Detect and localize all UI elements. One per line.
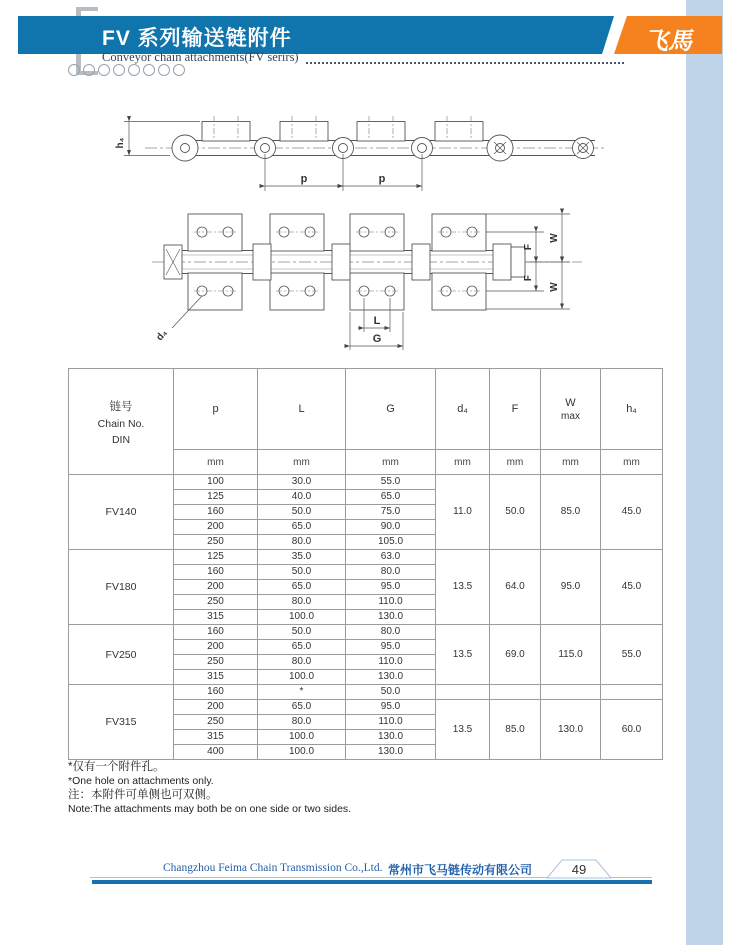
cell-l: 80.0 [258,655,346,670]
cell-l: 80.0 [258,535,346,550]
notes-block [68,760,351,816]
cell-g: 110.0 [346,715,436,730]
cell-g: 50.0 [346,685,436,700]
dim-label-f-upper: F [523,243,534,251]
company-name-cn: 常州市飞马链传动有限公司 [388,863,533,877]
cell-l: 35.0 [258,550,346,565]
note-cn-2: 注：本附件可单侧也可双侧。 [68,789,218,801]
dotted-leader [306,52,624,64]
note-en-2: Note:The attachments may both be on one side or two sides. [68,803,352,815]
cell-g: 63.0 [346,550,436,565]
cell-l: 40.0 [258,490,346,505]
cell-l: 65.0 [258,580,346,595]
cell-g: 130.0 [346,745,436,760]
cell-p: 250 [174,715,258,730]
cell-g: 75.0 [346,505,436,520]
circle-icon [158,64,170,76]
dim-label-w-upper: W [549,233,560,243]
cell-l: 50.0 [258,625,346,640]
header-l: L [258,369,346,450]
cell-l: 100.0 [258,730,346,745]
cell-l: 65.0 [258,520,346,535]
chain-side-view-drawing [110,88,610,200]
cell-l: 80.0 [258,715,346,730]
dim-label-f-lower: F [523,274,534,282]
cell-p: 125 [174,550,258,565]
circle-icon [98,64,110,76]
cell-g: 110.0 [346,595,436,610]
header-p: p [174,369,258,450]
cell-w-empty [541,685,601,700]
dim-label-g: G [372,333,382,345]
cell-l: 80.0 [258,595,346,610]
cell-f: 64.0 [490,550,541,625]
unit-cell: mm [258,450,346,475]
cell-g: 105.0 [346,535,436,550]
cell-p: 400 [174,745,258,760]
cell-chain-no: FV140 [69,475,174,550]
cell-h4: 45.0 [601,475,663,550]
cell-p: 160 [174,625,258,640]
cell-p: 160 [174,685,258,700]
cell-w: 115.0 [541,625,601,685]
circle-icon [173,64,185,76]
page-number: 49 [571,862,587,877]
cell-d4: 13.5 [436,550,490,625]
cell-l: 50.0 [258,505,346,520]
unit-cell: mm [346,450,436,475]
page-number-tab [546,859,612,879]
cell-h4: 55.0 [601,625,663,685]
cell-l: 100.0 [258,670,346,685]
dim-label-l: L [373,315,381,327]
cell-g: 95.0 [346,580,436,595]
header-f: F [490,369,541,450]
side-accent-strip [686,0,723,945]
page-subtitle: Conveyor chain attachments(FV serirs) [102,50,299,64]
cell-p: 315 [174,730,258,745]
table-header-row [69,369,663,450]
spec-table-body [69,475,663,760]
unit-cell: mm [174,450,258,475]
cell-g: 130.0 [346,610,436,625]
cell-chain-no: FV315 [69,685,174,760]
circle-icon [143,64,155,76]
header-d4: d₄ [436,369,490,450]
cell-g: 130.0 [346,670,436,685]
cell-g: 110.0 [346,655,436,670]
dim-label-p1: p [300,173,308,185]
chain-top-view-drawing [150,200,590,350]
unit-cell: mm [541,450,601,475]
circle-decoration-row [68,64,185,76]
cell-p: 250 [174,535,258,550]
circle-icon [113,64,125,76]
cell-d4-empty [436,685,490,700]
cell-p: 315 [174,670,258,685]
cell-l: 65.0 [258,700,346,715]
note-cn-1: *仅有一个附件孔。 [68,761,165,773]
dim-label-p2: p [378,173,386,185]
cell-w: 130.0 [541,700,601,760]
cell-h4: 45.0 [601,550,663,625]
cell-p: 200 [174,520,258,535]
table-row [69,685,663,700]
cell-p: 125 [174,490,258,505]
cell-g: 90.0 [346,520,436,535]
cell-g: 55.0 [346,475,436,490]
table-row [69,625,663,640]
cell-f: 85.0 [490,700,541,760]
header-chain-no: 链号 Chain No. DIN [69,369,174,475]
cell-l: * [258,685,346,700]
cell-l: 100.0 [258,745,346,760]
cell-l: 30.0 [258,475,346,490]
cell-p: 100 [174,475,258,490]
cell-h4-empty [601,685,663,700]
cell-g: 95.0 [346,640,436,655]
company-name-en: Changzhou Feima Chain Transmission Co.,Ltd. [163,862,383,874]
cell-d4: 13.5 [436,625,490,685]
cell-l: 65.0 [258,640,346,655]
cell-g: 80.0 [346,565,436,580]
unit-cell: mm [601,450,663,475]
cell-d4: 11.0 [436,475,490,550]
cell-p: 160 [174,505,258,520]
circle-icon [68,64,80,76]
cell-chain-no: FV180 [69,550,174,625]
header-g: G [346,369,436,450]
circle-icon [128,64,140,76]
cell-l: 100.0 [258,610,346,625]
dim-label-d4: d₄ [154,327,170,344]
cell-p: 200 [174,580,258,595]
table-row [69,475,663,490]
cell-p: 160 [174,565,258,580]
cell-f: 50.0 [490,475,541,550]
unit-cell: mm [436,450,490,475]
circle-icon [83,64,95,76]
cell-f-empty [490,685,541,700]
cell-f: 69.0 [490,625,541,685]
cell-g: 65.0 [346,490,436,505]
cell-g: 95.0 [346,700,436,715]
cell-w: 95.0 [541,550,601,625]
cell-p: 250 [174,655,258,670]
header-h4: h₄ [601,369,663,450]
cell-p: 315 [174,610,258,625]
cell-l: 50.0 [258,565,346,580]
unit-cell: mm [490,450,541,475]
table-row [69,550,663,565]
page-title: FV 系列输送链附件 [102,27,292,50]
cell-g: 80.0 [346,625,436,640]
header-w-max: W max [541,369,601,450]
dim-label-h4: h₄ [115,137,126,149]
cell-w: 85.0 [541,475,601,550]
brand-logo: 飞馬 [644,27,692,55]
cell-p: 200 [174,700,258,715]
cell-p: 200 [174,640,258,655]
cell-d4: 13.5 [436,700,490,760]
dim-label-w-lower: W [549,282,560,292]
spec-table [68,368,663,760]
cell-chain-no: FV250 [69,625,174,685]
cell-g: 130.0 [346,730,436,745]
footer-divider-thick [92,880,652,884]
note-en-1: *One hole on attachments only. [68,775,214,787]
cell-h4: 60.0 [601,700,663,760]
cell-p: 250 [174,595,258,610]
